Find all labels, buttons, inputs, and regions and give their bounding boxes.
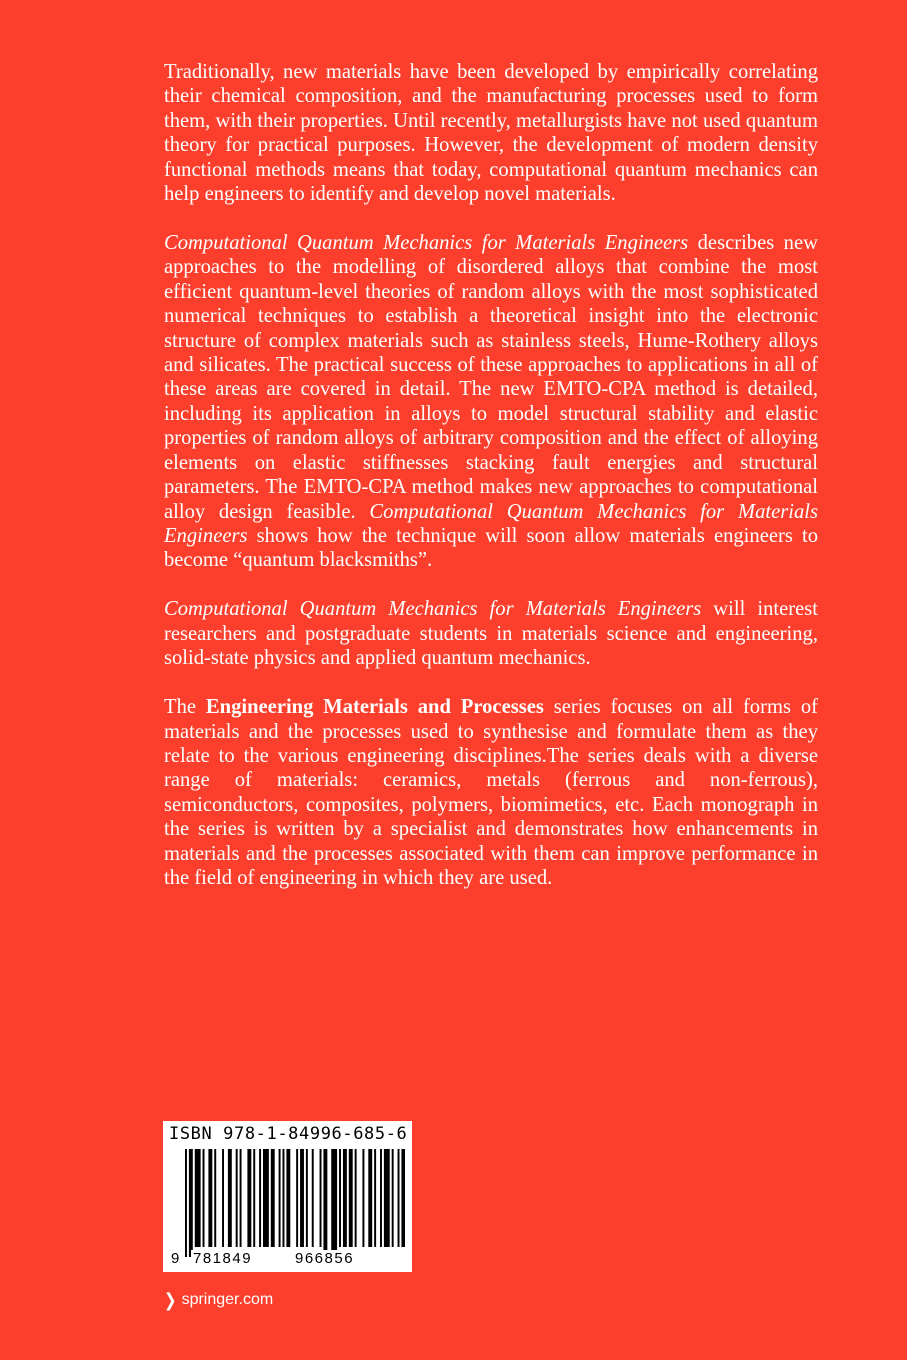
- description-text: describes new approaches to the modelling of disordered alloys that combine the most efficient quantum-level theories of random alloys with the most sophisticated numerical techniques to establish a theoretical insight into the electronic structure of complex materials such as stainless steels, Hume-Rothery alloys and silicates. The practical success of these approaches to applications in all of these areas are covered in detail. The new EMTO-CPA method is detailed, including its application in alloys to model structural stability and elastic properties of random alloys of arbitrary composition and the effect of alloying elements on elastic stiffnesses stacking fault energies and structural parameters. The EMTO-CPA method makes new approaches to computational alloy design feasible.: [164, 232, 818, 523]
- paragraph-intro-text: Traditionally, new materials have been developed by empirically correlating their chemical composition, and the manufacturing processes used to form them, with their properties. Until recently, metallurgists have not used quantum theory for practical purposes. However, the development of modern density functional methods means that today, computational quantum mechanics can help engineers to identify and develop novel materials.: [164, 61, 818, 206]
- barcode-lead-digit: 9: [171, 1250, 180, 1267]
- back-cover-text: [164, 60, 818, 915]
- paragraph-description: [164, 231, 818, 573]
- barcode-digit-group-1: 781849: [193, 1250, 253, 1267]
- isbn-barcode: [163, 1121, 412, 1272]
- publisher-link-text: springer.com: [181, 1291, 274, 1308]
- chevron-right-icon: ❯: [164, 1290, 177, 1311]
- barcode-digit-group-2: 966856: [295, 1250, 355, 1267]
- series-text: series focuses on all forms of materials and the processes used to synthesise and formulate them as they relate to the various engineering disciplines.The series deals with a diverse range of materials: ceramics, metals (ferrous and non-ferrous), semiconductors, composites, polymers, biomimetics, etc. Each monograph in the series is written by a specialist and demonstrates how enhancements in materials and the processes associated with them can improve performance in the field of engineering in which they are used.: [164, 696, 818, 889]
- audience-text: will interest researchers and postgraduate students in materials science and engineering, solid-state physics and applied quantum mechanics.: [164, 598, 818, 670]
- description-text-2: shows how the technique will soon allow materials engineers to become “quantum blacksmiths”.: [164, 524, 818, 572]
- book-title-italic-3: Computational Quantum Mechanics for Materials Engineers: [164, 598, 702, 621]
- series-lead: The: [164, 696, 206, 719]
- paragraph-series: [164, 695, 818, 890]
- paragraph-audience: [164, 597, 818, 670]
- barcode-digits: [171, 1250, 405, 1270]
- book-title-italic: Computational Quantum Mechanics for Materials Engineers: [164, 232, 689, 255]
- barcode-bars: [171, 1149, 405, 1264]
- book-title-italic-2: Computational Quantum Mechanics for Materials Engineers: [164, 500, 819, 547]
- publisher-link[interactable]: [164, 1291, 273, 1309]
- series-name: Engineering Materials and Processes: [205, 696, 544, 719]
- isbn-label: ISBN 978-1-84996-685-6: [169, 1124, 408, 1144]
- paragraph-intro: [164, 60, 818, 206]
